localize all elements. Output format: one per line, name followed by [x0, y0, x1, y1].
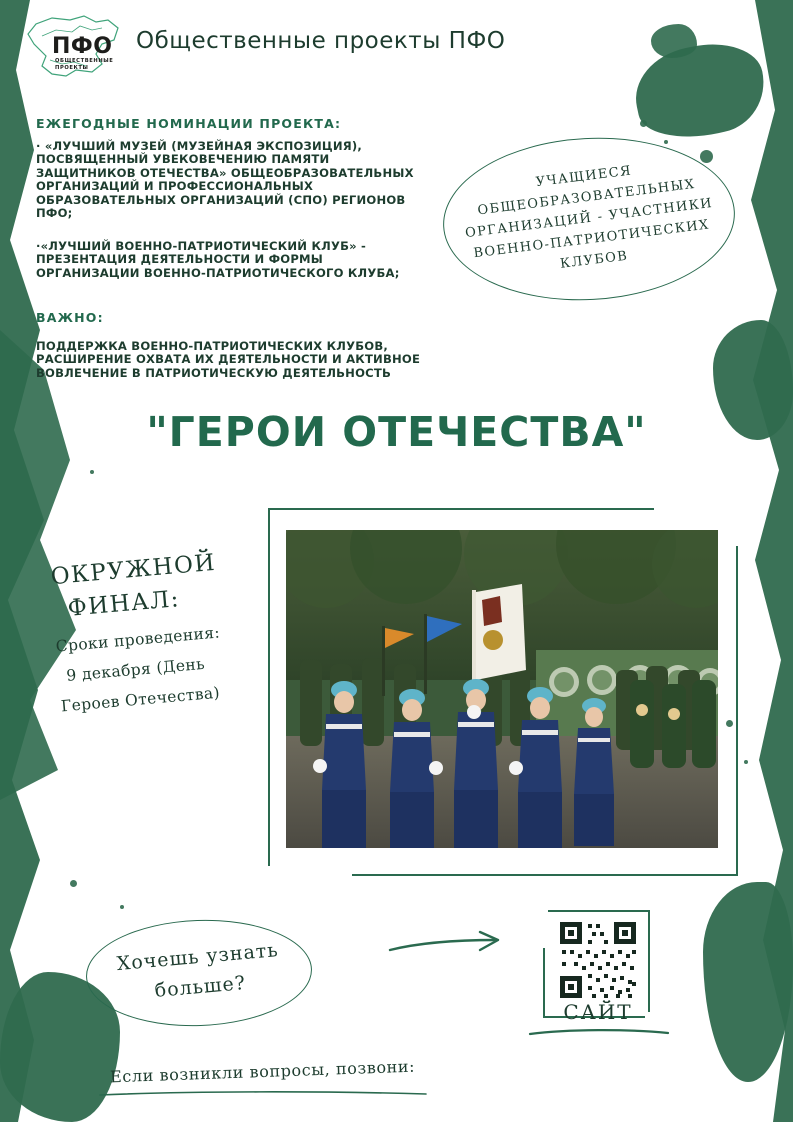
- important-text: ПОДДЕРЖКА ВОЕННО-ПАТРИОТИЧЕСКИХ КЛУБОВ, РАСШИРЕНИЕ ОХВАТА ИХ ДЕЯТЕЛЬНОСТИ И АКТИВНОЕ ВОВЛЕЧЕНИЕ В ПАТРИОТИЧЕСКУЮ ДЕЯТЕЛЬНОСТЬ: [36, 339, 421, 380]
- decor-dot: [90, 470, 94, 474]
- decor-splat-top-right: [627, 33, 773, 148]
- nomination-item-2: ·«ЛУЧШИЙ ВОЕННО-ПАТРИОТИЧЕСКИЙ КЛУБ» - ПРЕЗЕНТАЦИЯ ДЕЯТЕЛЬНОСТИ И ФОРМЫ ОРГАНИЗАЦИИ ВОЕННО-ПАТРИОТИЧЕСКОГО КЛУБА;: [36, 239, 400, 280]
- photo-frame-bottom: [352, 874, 738, 876]
- decor-splat-top-right-2: [651, 24, 697, 58]
- photo-frame-left: [268, 508, 270, 866]
- important-heading: ВАЖНО:: [36, 310, 104, 325]
- logo: [22, 14, 126, 84]
- photo-frame-right: [736, 546, 738, 876]
- decor-splat-bottom-right: [703, 882, 793, 1082]
- phone-underline-decor: [98, 1090, 428, 1098]
- site-underline-decor: [528, 1028, 670, 1038]
- final-label: [50, 543, 265, 627]
- main-title: "ГЕРОИ ОТЕЧЕСТВА": [146, 408, 647, 456]
- arrow-right-icon: [388, 930, 508, 966]
- more-info-line1: Хочешь узнать: [115, 939, 280, 976]
- decor-dot: [70, 880, 77, 887]
- decor-dot: [120, 905, 124, 909]
- phone-prompt: Если возникли вопросы, позвони:: [109, 1056, 416, 1087]
- final-label-line2: ФИНАЛ:: [66, 586, 182, 622]
- logo-text: ПФО: [52, 34, 113, 59]
- final-label-line1: ОКРУЖНОЙ: [49, 549, 217, 591]
- decor-dot: [744, 760, 748, 764]
- callout-text: УЧАЩИЕСЯ ОБЩЕОБРАЗОВАТЕЛЬНЫХ ОРГАНИЗАЦИЙ - УЧАСТНИКИ ВОЕННО-ПАТРИОТИЧЕСКИХ КЛУБОВ: [464, 162, 714, 272]
- cadets-parade-photo: [286, 530, 718, 848]
- logo-subtext: ОБЩЕСТВЕННЫЕ ПРОЕКТЫ: [55, 58, 114, 71]
- more-info-line2: больше?: [153, 972, 247, 1002]
- site-label: САЙТ: [563, 1000, 633, 1024]
- nomination-item-1: · «ЛУЧШИЙ МУЗЕЙ (МУЗЕЙНАЯ ЭКСПОЗИЦИЯ), ПОСВЯЩЕННЫЙ УВЕКОВЕЧЕНИЮ ПАМЯТИ ЗАЩИТНИКОВ ОТЕЧЕСТВА» ОБЩЕОБРАЗОВАТЕЛЬНЫХ ОРГАНИЗАЦИЙ И ПРОФЕССИОНАЛЬНЫХ ОБРАЗОВАТЕЛЬНЫХ ОРГАНИЗАЦИЙ (СПО) РЕГИОНОВ ПФО;: [36, 139, 414, 221]
- qr-code-icon[interactable]: [556, 918, 640, 1002]
- nominations-heading: ЕЖЕГОДНЫЕ НОМИНАЦИИ ПРОЕКТА:: [36, 116, 342, 131]
- final-date-line1: Сроки проведения:: [55, 623, 221, 656]
- photo-frame-top: [268, 508, 654, 510]
- final-date-line3: Героев Отечества): [60, 683, 221, 716]
- decor-dot: [640, 120, 647, 127]
- page-title: Общественные проекты ПФО: [136, 28, 506, 54]
- final-date-line2: 9 декабря (День: [65, 654, 206, 685]
- final-dates: [54, 613, 281, 722]
- decor-dot: [726, 720, 733, 727]
